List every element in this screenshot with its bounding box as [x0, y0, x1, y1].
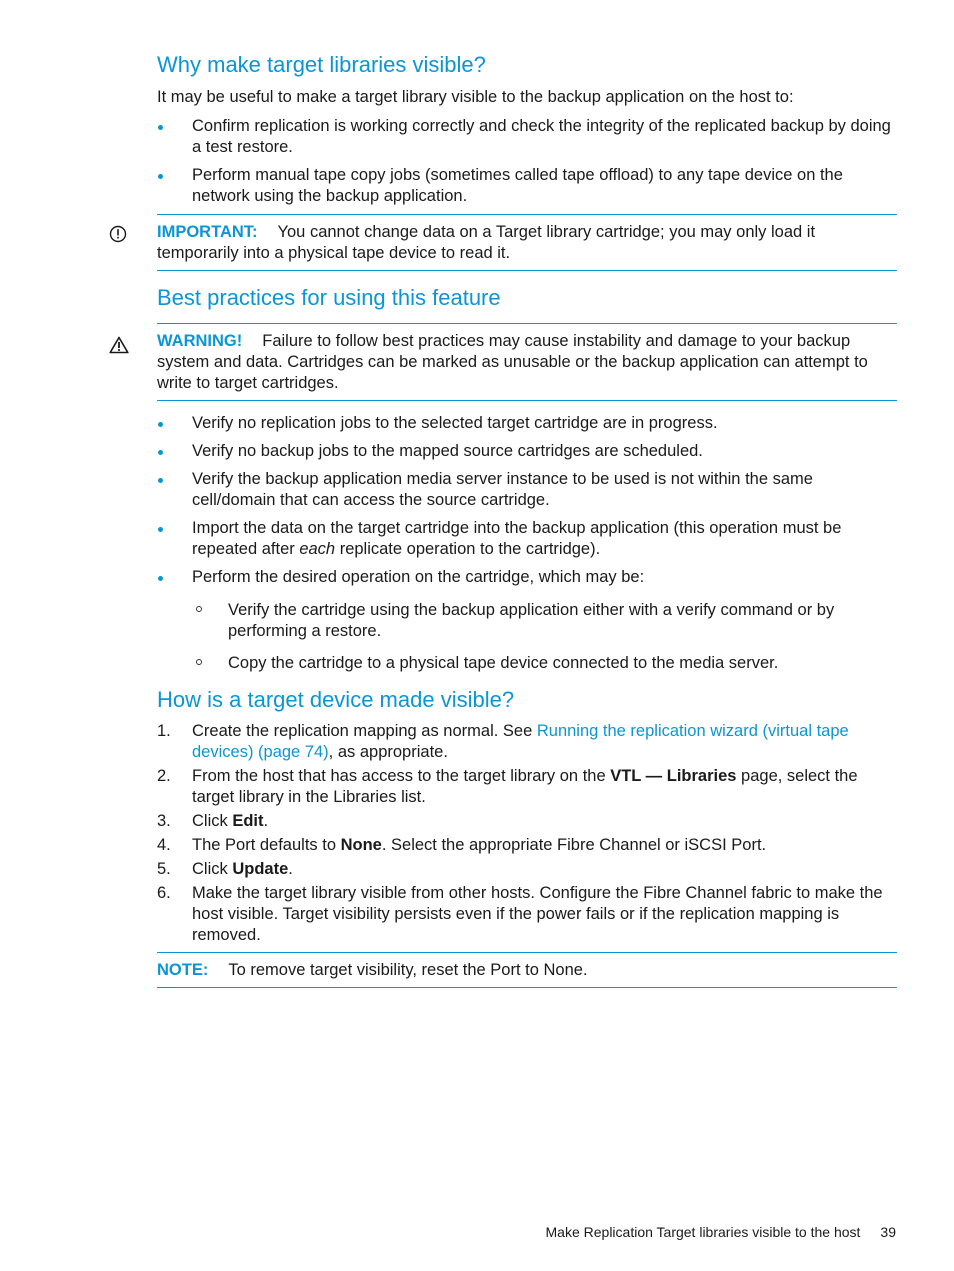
operation-sub-list [192, 600, 897, 674]
warning-icon [109, 336, 129, 354]
replication-wizard-link[interactable]: Running the replication wizard (virtual tape devices) (page 74) [192, 722, 849, 761]
note-label: NOTE: [157, 961, 209, 979]
footer-title: Make Replication Target libraries visible to the host [545, 1224, 861, 1240]
list-item: Import the data on the target cartridge into the backup application (this operation must be repeated after each replicate operation to the cartridge). [157, 518, 897, 560]
important-label: IMPORTANT: [157, 223, 258, 241]
section-heading-why-visible: Why make target libraries visible? [157, 52, 486, 77]
list-item: Verify the backup application media server instance to be used is not within the same cell/domain that can access the source cartridge. [157, 469, 897, 511]
section-heading-how-visible: How is a target device made visible? [157, 687, 515, 712]
intro-paragraph: It may be useful to make a target library visible to the backup application on the host to: [157, 88, 794, 106]
page-content [157, 50, 897, 988]
warning-text: Failure to follow best practices may cause instability and damage to your backup system and data. Cartridges can be marked as unusable or the backup application can attempt to write to target cartridges. [157, 332, 868, 392]
step-5: 5. Click Update. [157, 860, 293, 878]
list-item: Perform manual tape copy jobs (sometimes called tape offload) to any tape device on the network using the backup application. [157, 165, 897, 207]
best-practices-list [157, 413, 897, 674]
sub-list-item: Verify the cartridge using the backup application either with a verify command or by performing a restore. [157, 600, 897, 642]
list-item: Verify no backup jobs to the mapped source cartridges are scheduled. [157, 441, 897, 462]
important-text: You cannot change data on a Target library cartridge; you may only load it temporarily into a physical tape device to read it. [157, 223, 816, 262]
step-2: 2. From the host that has access to the target library on the VTL — Libraries page, select the target library in the Libraries list. [157, 767, 858, 806]
step-1: 1. Create the replication mapping as normal. See Running the replication wizard (virtual tape devices) (page 74), as appropriate. [157, 722, 849, 761]
emphasis-each: each [299, 540, 336, 558]
why-bullet-list [157, 116, 897, 207]
warning-callout [157, 323, 897, 401]
step-3: 3. Click Edit. [157, 812, 269, 830]
list-item: Confirm replication is working correctly and check the integrity of the replicated backup by doing a test restore. [157, 116, 897, 158]
page-footer [546, 1222, 896, 1242]
list-item: Perform the desired operation on the cartridge, which may be: Verify the cartridge using the backup application either with a verify command or by performing a restore. Copy the cartridge to a physical tape device connected to the media server. [157, 567, 897, 674]
page-number: 39 [880, 1224, 896, 1240]
important-icon [109, 225, 127, 243]
section-heading-best-practices: Best practices for using this feature [157, 285, 501, 310]
step-6: 6. Make the target library visible from other hosts. Configure the Fibre Channel fabric to make the host visible. Target visibility persists even if the power fails or if the replication mapping is removed. [157, 884, 883, 944]
step-4: 4. The Port defaults to None. Select the appropriate Fibre Channel or iSCSI Port. [157, 836, 767, 854]
note-callout [157, 952, 897, 988]
note-text: To remove target visibility, reset the Port to None. [228, 961, 588, 979]
sub-list-item: Copy the cartridge to a physical tape device connected to the media server. [157, 653, 897, 674]
list-item: Verify no replication jobs to the selected target cartridge are in progress. [157, 413, 897, 434]
warning-label: WARNING! [157, 332, 243, 350]
important-callout [157, 214, 897, 271]
steps-list [157, 721, 897, 946]
